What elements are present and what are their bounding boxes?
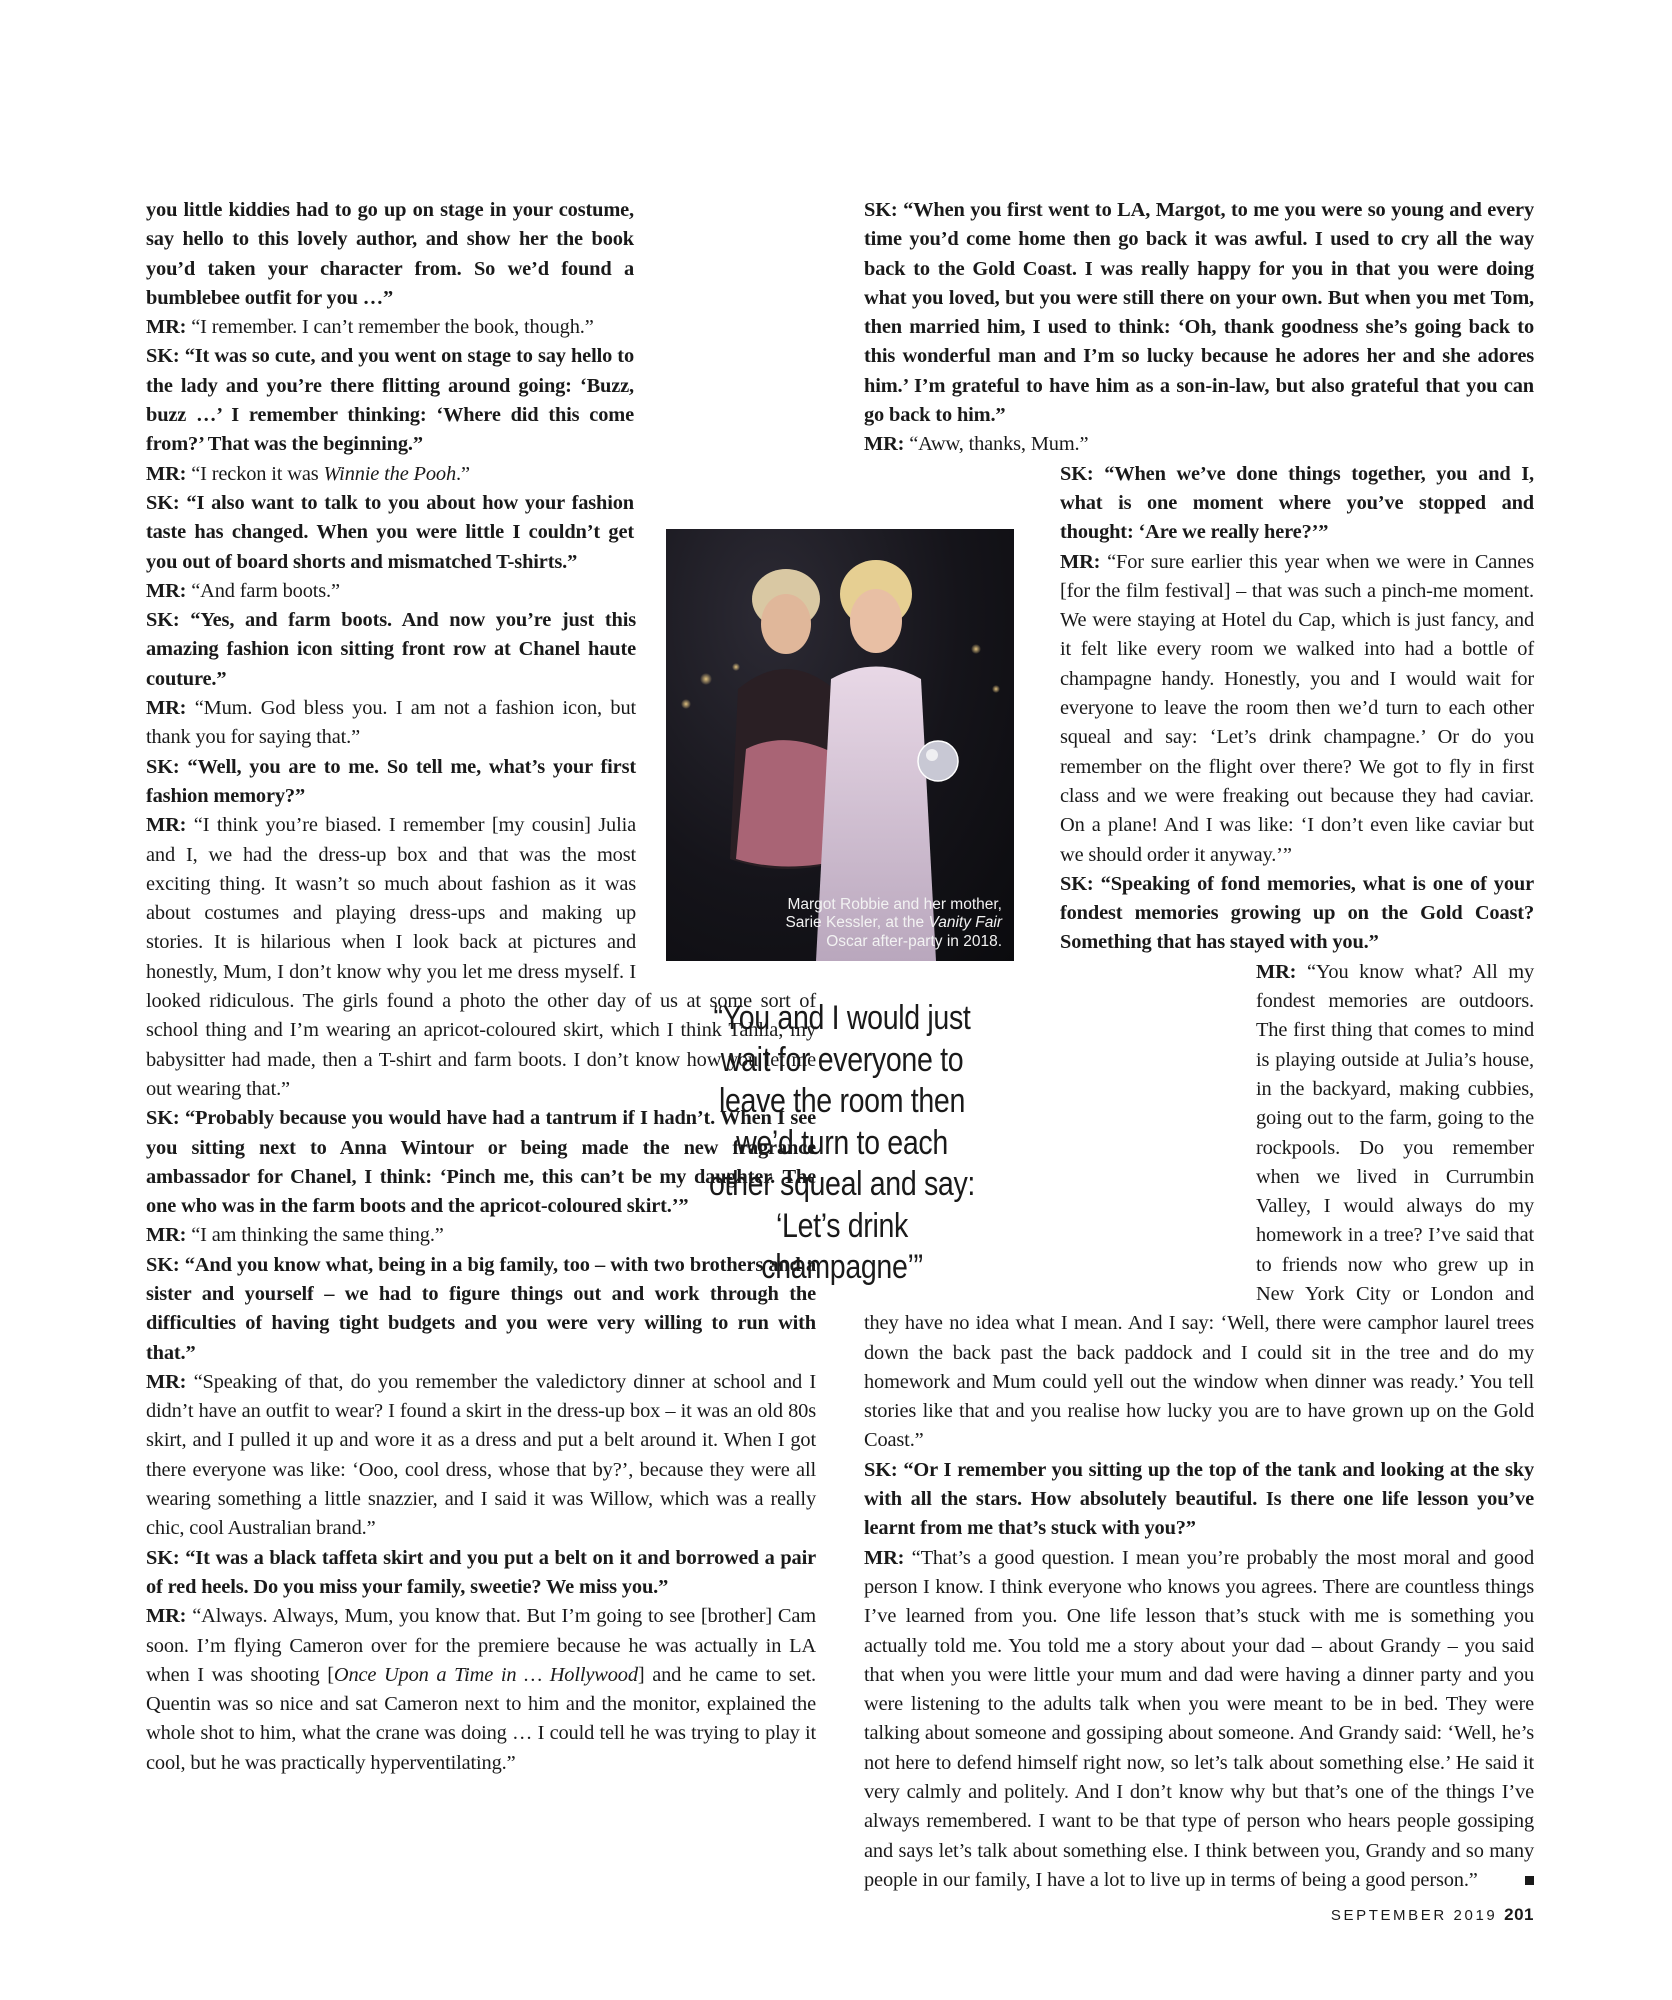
question-paragraph: SK: “I also want to talk to you about how your fashion taste has changed. When you were little I couldn’t get you out of board shorts and mismatched T-shirts.”	[146, 491, 634, 573]
page-footer	[1331, 1905, 1534, 1925]
speaker-label: MR:	[146, 462, 187, 485]
answer-paragraph	[146, 1602, 816, 1778]
speaker-label: MR:	[146, 316, 187, 339]
question-paragraph: you little kiddies had to go up on stage in your costume, say hello to this lovely author, and show her the book you’d taken your character from. So we’d found a bumblebee outfit for you …”	[146, 199, 634, 309]
speaker-label: MR:	[864, 433, 905, 456]
photo-margot-and-mother	[666, 529, 1014, 961]
footer-date: SEPTEMBER 2019	[1330, 1907, 1498, 1924]
answer-text: “And farm boots.”	[191, 579, 340, 602]
answer-text: ] and he came to set. Quentin was so nice and sat Cameron next to him and the monitor, explained the whole shot to him, what the crane was doing … I could tell he was trying to play it cool, but he was practically hyperventilating.”	[146, 1663, 816, 1774]
question-paragraph: SK: “And you know what, being in a big family, too – with two brothers and a sister and yourself – we had to figure things out and work through the difficulties of having tight budgets and you were very willing to run with that.”	[146, 1253, 816, 1364]
pull-quote: “You and I would just wait for everyone to leave the room then we’d turn to each other squeal and say: ‘Let’s drink champagne’”	[708, 999, 976, 1286]
question-paragraph: SK: “Speaking of fond memories, what is one of your fondest memories growing up on the Gold Coast? Something that has stayed with you.”	[1060, 872, 1534, 954]
speaker-label: MR:	[146, 1605, 187, 1628]
answer-paragraph	[146, 1368, 816, 1544]
speaker-label: MR:	[146, 1370, 187, 1393]
book-title: Winnie the Pooh	[323, 462, 456, 485]
question-paragraph: SK: “It was a black taffeta skirt and you put a belt on it and borrowed a pair of red heels. Do you miss your family, sweetie? We miss you.”	[146, 1546, 816, 1598]
answer-text: “Speaking of that, do you remember the valedictory dinner at school and I didn’t have an outfit to wear? I found a skirt in the dress-up box – it was an old 80s skirt, and I pulled it up and wore it as a dress and put a belt around it. When I got there everyone was like: ‘Ooo, cool dress, whose that by?’, because they were all wearing something a little snazzier, and I said it was Willow, which was a really chic, cool Australian brand.”	[146, 1370, 816, 1540]
answer-text: “That’s a good question. I mean you’re probably the most moral and good person I know. I think everyone who knows you agrees. There are countless things I’ve learned from you. One life lesson that’s stuck with me is something you actually told me. You told me a story about your dad – about Grandy – you said that when you were little your mum and dad were having a dinner party and you were listening to the adults talk when you were meant to be in bed. They were talking about someone and gossiping about someone. And Grandy said: ‘Well, he’s not here to defend himself right now, so let’s talk about something else.’ He said it very calmly and politely. And I don’t know why but that’s one of the things I’ve always remembered. I want to be that type of person who hears people gossiping and says let’s talk about something else. I think between you, Grandy and so many people in our family, I have a lot to live up in terms of being a good person.”	[864, 1546, 1535, 1891]
speaker-label: MR:	[146, 814, 187, 837]
answer-text: “Aww, thanks, Mum.”	[909, 433, 1089, 456]
speaker-label: MR:	[1256, 960, 1297, 983]
answer-text: “Always. Always, Mum, you know that. But I’m going to see [brother] Cam soon. I’m flying Cameron over for the premiere because he was actually in LA when I was shooting [	[146, 1605, 816, 1686]
question-paragraph: SK: “Well, you are to me. So tell me, what’s your first fashion memory?”	[146, 755, 636, 807]
speaker-label: MR:	[864, 1546, 905, 1569]
article-column-left	[146, 196, 816, 1778]
speaker-label: MR:	[146, 579, 187, 602]
caption-italic: Vanity Fair	[928, 914, 1002, 931]
answer-text: “I am thinking the same thing.”	[191, 1224, 444, 1247]
question-paragraph: SK: “Probably because you would have had a tantrum if I hadn’t. When I see you sitting next to Anna Wintour or being made the new fragrance ambassador for Chanel, I think: ‘Pinch me, this can’t be my daughter. The one who was in the farm boots and the apricot-coloured skirt.’”	[146, 1107, 816, 1218]
end-of-article-mark	[1525, 1876, 1534, 1885]
question-paragraph: SK: “When we’ve done things together, you and I, what is one moment where you’ve stopped and thought: ‘Are we really here?’”	[1060, 462, 1534, 544]
photo-caption: Margot Robbie and her mother, Sarie Kessler, at the Vanity Fair Oscar after-party in 2018.	[785, 895, 1002, 950]
answer-paragraph	[864, 430, 1534, 459]
speaker-label: MR:	[1060, 550, 1101, 573]
answer-text: “For sure earlier this year when we were in Cannes [for the film festival] – that was such a pinch-me moment. We were staying at Hotel du Cap, which is just fancy, and it felt like every room we walked into had a bottle of champagne handy. Honestly, you and I would wait for everyone to leave the room then we’d turn to each other squeal and say: ‘Let’s drink champagne.’ Or do you remember on the flight over there? We got to fly in first class and we were freaking out because they had caviar. On a plane! And I was like: ‘I don’t even like caviar but we should order it anyway.’”	[1060, 550, 1534, 866]
film-title: Once Upon a Time in … Hollywood	[333, 1663, 638, 1686]
question-paragraph: SK: “When you first went to LA, Margot, to me you were so young and every time you’d come home then go back it was awful. I used to cry all the way back to the Gold Coast. I was really happy for you in that you were doing what you loved, but you were still there on your own. But when you met Tom, then married him, I used to think: ‘Oh, thank goodness she’s going back to this wonderful man and I’m so lucky because he adores her and she adores him.’ I’m grateful to have him as a son-in-law, but also grateful that you can go back to him.”	[864, 199, 1534, 427]
answer-text: “I think you’re biased. I remember [my cousin] Julia and I, we had the dress-up box and that was the most exciting thing. It wasn’t so much about fashion as it was about costumes and playing dress-ups and making up stories. It is hilarious when I look back at pictures and honestly, Mum, I don’t know why you let me dress myself. I looked ridiculous. The girls found a photo the other day of us at some sort of school thing and I’m wearing an apricot-coloured skirt, which I think Tahlia, my babysitter had made, then a T-shirt and farm boots. I don’t know how you let me out wearing that.”	[146, 814, 816, 1100]
question-paragraph: SK: “Yes, and farm boots. And now you’re just this amazing fashion icon sitting front row at Chanel haute couture.”	[146, 609, 636, 690]
answer-text: “Mum. God bless you. I am not a fashion icon, but thank you for saying that.”	[146, 697, 637, 749]
question-paragraph: SK: “It was so cute, and you went on stage to say hello to the lady and you’re there flitting around going: ‘Buzz, buzz …’ I remember thinking: ‘Where did this come from?’ That was the beginning.”	[146, 345, 634, 456]
answer-text: .”	[456, 462, 470, 485]
speaker-label: MR:	[146, 1224, 187, 1247]
speaker-label: MR:	[146, 697, 187, 720]
answer-text: “I reckon it was	[191, 462, 324, 485]
answer-paragraph	[864, 1544, 1534, 1896]
page-number: 201	[1504, 1905, 1534, 1924]
answer-text: “You know what? All my fondest memories are outdoors. The first thing that comes to mind is playing outside at Julia’s house, in the backyard, making cubbies, going out to the farm, going to the rockpools. Do you remember when we lived in Currumbin Valley, I would always do my homework in a tree? I’ve said that to friends now who grew up in New York City or London and they have no idea what I mean. And I say: ‘Well, there were camphor laurel trees down the back past the back paddock and I could sit in the tree and do my homework and Mum could yell out the window when dinner was ready.’ You tell stories like that and you realise how lucky you are to have grown up on the Gold Coast.”	[864, 960, 1534, 1452]
answer-text: “I remember. I can’t remember the book, though.”	[191, 316, 594, 339]
question-paragraph: SK: “Or I remember you sitting up the top of the tank and looking at the sky with all the stars. How absolutely beautiful. Is there one life lesson you’ve learnt from me that’s stuck with you?”	[864, 1458, 1534, 1540]
